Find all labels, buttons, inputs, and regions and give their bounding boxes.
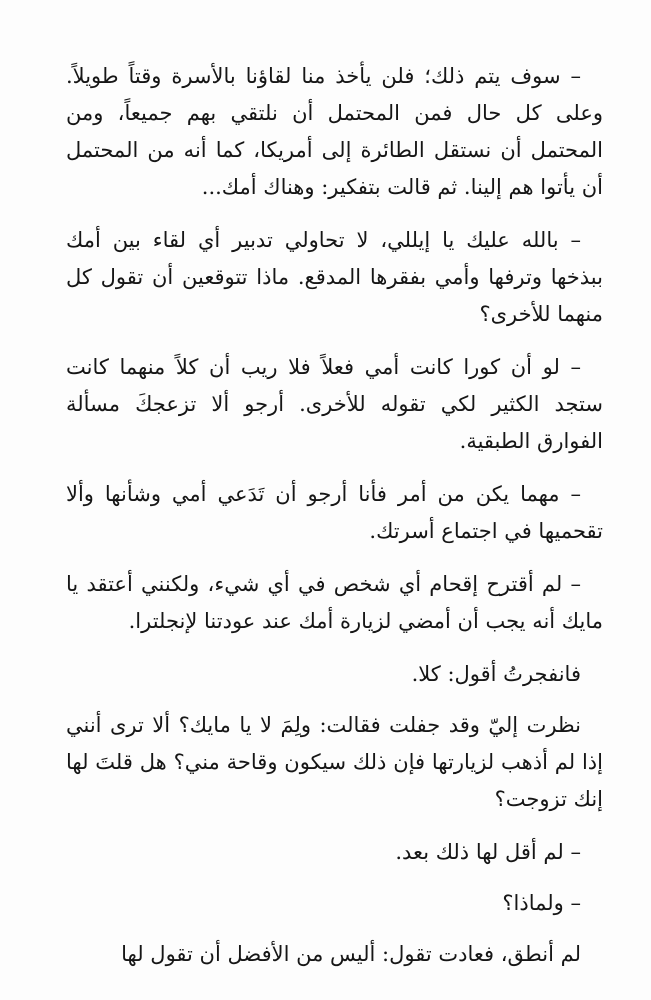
paragraph-3: – لو أن كورا كانت أمي فعلاً فلا ريب أن كلاً منهما كانت ستجد الكثير لكي تقوله للأخرى. أرجو ألا تزعجكَ مسألة الفوارق الطبقية. [66,355,603,453]
paragraph-2: – بالله عليك يا إيللي، لا تحاولي تدبير أي لقاء بين أمك ببذخها وترفها وأمي بفقرها المدقع. ماذا تتوقعين أن تقول كل منهما للأخرى؟ [66,228,603,326]
paragraph-1: – سوف يتم ذلك؛ فلن يأخذ منا لقاؤنا بالأسرة وقتاً طويلاً. وعلى كل حال فمن المحتمل أن نلتقي بهم جميعاً، ومن المحتمل أن نستقل الطائرة إلى أمريكا، كما أنه من المحتمل أن يأتوا هم إلينا. ثم قالت بتفكير: وهناك أمك... [66,64,603,199]
paragraph-9: – ولماذا؟ [502,891,581,915]
paragraph-10: لم أنطق، فعادت تقول: أليس من الأفضل أن تقول لها [121,942,581,966]
page-text-body [66,58,603,989]
paragraph-6: فانفجرتُ أقول: كلا. [411,662,581,686]
paragraph-5: – لم أقترح إقحام أي شخص في أي شيء، ولكنني أعتقد يا مايك أنه يجب أن أمضي لزيارة أمك عند عودتنا لإنجلترا. [66,572,603,633]
paragraph-7: نظرت إليّ وقد جفلت فقالت: ولِمَ لا يا مايك؟ ألا ترى أنني إذا لم أذهب لزيارتها فإن ذلك سيكون وقاحة مني؟ هل قلتَ لها إنك تزوجت؟ [66,713,603,811]
paragraph-8: – لم أقل لها ذلك بعد. [395,840,581,864]
paragraph-4: – مهما يكن من أمر فأنا أرجو أن تَدَعي أمي وشأنها وألا تقحميها في اجتماع أسرتك. [66,482,603,543]
